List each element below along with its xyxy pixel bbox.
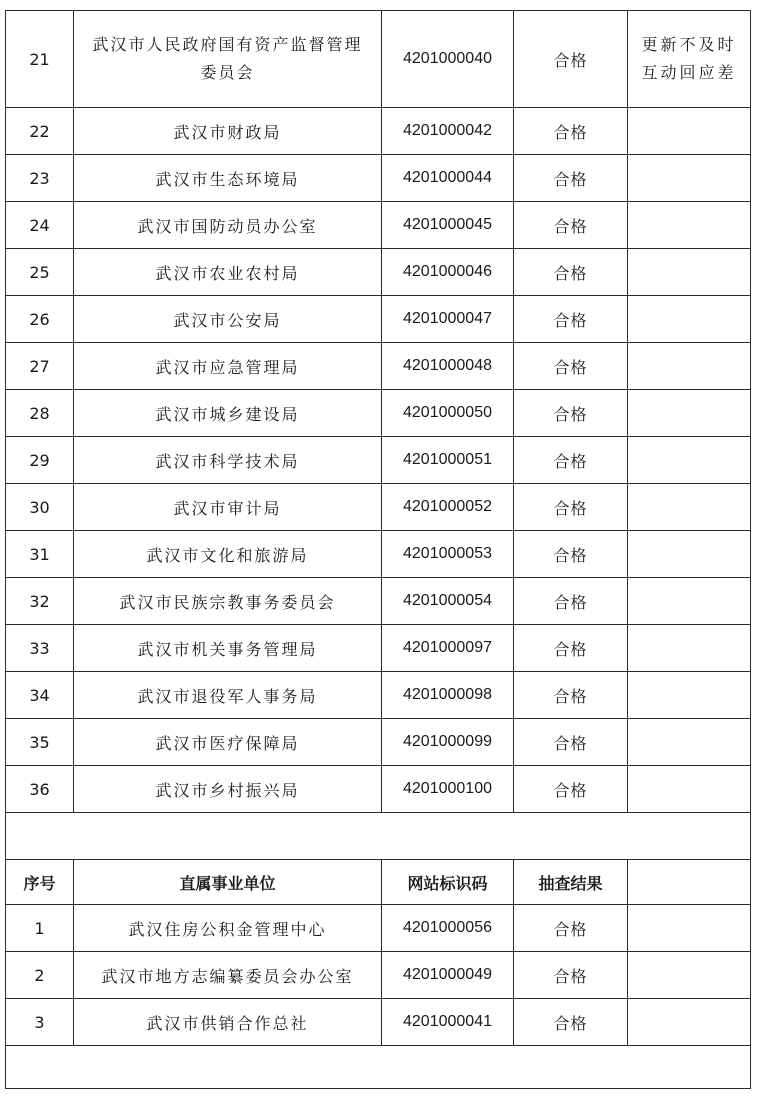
- site-code: 4201000056: [382, 905, 514, 952]
- unit-name: 武汉市生态环境局: [74, 155, 382, 202]
- unit-name: 武汉市机关事务管理局: [74, 625, 382, 672]
- remark: [628, 155, 751, 202]
- check-result: 合格: [514, 999, 628, 1046]
- footer-cell: [6, 1046, 751, 1089]
- remark: [628, 249, 751, 296]
- row-number: 25: [6, 249, 74, 296]
- table-row: [6, 905, 751, 952]
- row-number: 36: [6, 766, 74, 813]
- row-number: 31: [6, 531, 74, 578]
- site-code: 4201000100: [382, 766, 514, 813]
- check-result: 合格: [514, 905, 628, 952]
- section-spacer: [6, 813, 751, 860]
- table-row: [6, 531, 751, 578]
- remark: [628, 719, 751, 766]
- row-number: 3: [6, 999, 74, 1046]
- unit-name: 武汉市公安局: [74, 296, 382, 343]
- check-result: 合格: [514, 11, 628, 108]
- row-number: 27: [6, 343, 74, 390]
- check-result: 合格: [514, 249, 628, 296]
- table-row: [6, 202, 751, 249]
- unit-name: 武汉市农业农村局: [74, 249, 382, 296]
- remark: [628, 343, 751, 390]
- check-result: 合格: [514, 296, 628, 343]
- row-number: 28: [6, 390, 74, 437]
- table-row: [6, 437, 751, 484]
- header-code: 网站标识码: [382, 860, 514, 905]
- site-code: 4201000044: [382, 155, 514, 202]
- remark-line-2: 互动回应差: [641, 63, 737, 82]
- table-row: [6, 766, 751, 813]
- site-code: 4201000046: [382, 249, 514, 296]
- unit-name: 武汉市城乡建设局: [74, 390, 382, 437]
- header-remark: [628, 860, 751, 905]
- check-result: 合格: [514, 766, 628, 813]
- remark: [628, 531, 751, 578]
- remark: [628, 11, 751, 108]
- row-number: 21: [6, 11, 74, 108]
- header-result: 抽查结果: [514, 860, 628, 905]
- check-result: 合格: [514, 531, 628, 578]
- remark: [628, 672, 751, 719]
- row-number: 35: [6, 719, 74, 766]
- remark: [628, 296, 751, 343]
- row-number: 22: [6, 108, 74, 155]
- check-result: 合格: [514, 625, 628, 672]
- unit-name: 武汉市供销合作总社: [74, 999, 382, 1046]
- site-code: 4201000052: [382, 484, 514, 531]
- row-number: 1: [6, 905, 74, 952]
- site-code: 4201000098: [382, 672, 514, 719]
- unit-name: 武汉市国防动员办公室: [74, 202, 382, 249]
- header-number: 序号: [6, 860, 74, 905]
- remark: [628, 999, 751, 1046]
- table-row: [6, 625, 751, 672]
- remark: [628, 484, 751, 531]
- table-row: [6, 11, 751, 108]
- table-row: [6, 672, 751, 719]
- unit-name: 武汉住房公积金管理中心: [74, 905, 382, 952]
- unit-name: 武汉市文化和旅游局: [74, 531, 382, 578]
- remark: [628, 952, 751, 999]
- check-result: 合格: [514, 108, 628, 155]
- table-row: [6, 719, 751, 766]
- site-code: 4201000047: [382, 296, 514, 343]
- unit-name: 武汉市审计局: [74, 484, 382, 531]
- site-code: 4201000099: [382, 719, 514, 766]
- unit-name: 武汉市应急管理局: [74, 343, 382, 390]
- row-number: 32: [6, 578, 74, 625]
- unit-name: 武汉市医疗保障局: [74, 719, 382, 766]
- row-number: 30: [6, 484, 74, 531]
- table-row: [6, 952, 751, 999]
- check-result: 合格: [514, 390, 628, 437]
- remark: [628, 766, 751, 813]
- table-row: [6, 390, 751, 437]
- unit-name-line-1: 武汉市人民政府国有资产监督管理: [92, 35, 363, 54]
- unit-name: [74, 11, 382, 108]
- remark: [628, 437, 751, 484]
- site-code: 4201000048: [382, 343, 514, 390]
- row-number: 29: [6, 437, 74, 484]
- remark: [628, 108, 751, 155]
- unit-name: 武汉市地方志编纂委员会办公室: [74, 952, 382, 999]
- remark: [628, 202, 751, 249]
- table-row: [6, 484, 751, 531]
- check-result: 合格: [514, 952, 628, 999]
- row-number: 2: [6, 952, 74, 999]
- row-number: 33: [6, 625, 74, 672]
- row-number: 24: [6, 202, 74, 249]
- row-number: 34: [6, 672, 74, 719]
- table-row: [6, 578, 751, 625]
- check-result: 合格: [514, 719, 628, 766]
- unit-name: 武汉市财政局: [74, 108, 382, 155]
- remark: [628, 625, 751, 672]
- unit-name: 武汉市民族宗教事务委员会: [74, 578, 382, 625]
- row-number: 23: [6, 155, 74, 202]
- check-result: 合格: [514, 343, 628, 390]
- check-result: 合格: [514, 578, 628, 625]
- site-code: 4201000050: [382, 390, 514, 437]
- unit-name: 武汉市乡村振兴局: [74, 766, 382, 813]
- unit-name-line-2: 委员会: [200, 63, 255, 82]
- unit-name: 武汉市退役军人事务局: [74, 672, 382, 719]
- check-result: 合格: [514, 672, 628, 719]
- header-unit: 直属事业单位: [74, 860, 382, 905]
- table-footer-row: [6, 1046, 751, 1089]
- table-row: [6, 296, 751, 343]
- site-code: 4201000051: [382, 437, 514, 484]
- table-row: [6, 343, 751, 390]
- check-result: 合格: [514, 202, 628, 249]
- check-result: 合格: [514, 437, 628, 484]
- table-row: [6, 108, 751, 155]
- site-code: 4201000049: [382, 952, 514, 999]
- section-header-row: [6, 860, 751, 905]
- site-code: 4201000042: [382, 108, 514, 155]
- site-code: 4201000054: [382, 578, 514, 625]
- check-result: 合格: [514, 155, 628, 202]
- inspection-table: [5, 10, 751, 1089]
- site-code: 4201000053: [382, 531, 514, 578]
- remark-line-1: 更新不及时: [641, 35, 737, 54]
- table-row: [6, 999, 751, 1046]
- site-code: 4201000041: [382, 999, 514, 1046]
- spacer-cell: [6, 813, 751, 860]
- check-result: 合格: [514, 484, 628, 531]
- remark: [628, 390, 751, 437]
- table-row: [6, 155, 751, 202]
- table-row: [6, 249, 751, 296]
- site-code: 4201000045: [382, 202, 514, 249]
- remark: [628, 578, 751, 625]
- site-code: 4201000097: [382, 625, 514, 672]
- unit-name: 武汉市科学技术局: [74, 437, 382, 484]
- remark: [628, 905, 751, 952]
- site-code: 4201000040: [382, 11, 514, 108]
- row-number: 26: [6, 296, 74, 343]
